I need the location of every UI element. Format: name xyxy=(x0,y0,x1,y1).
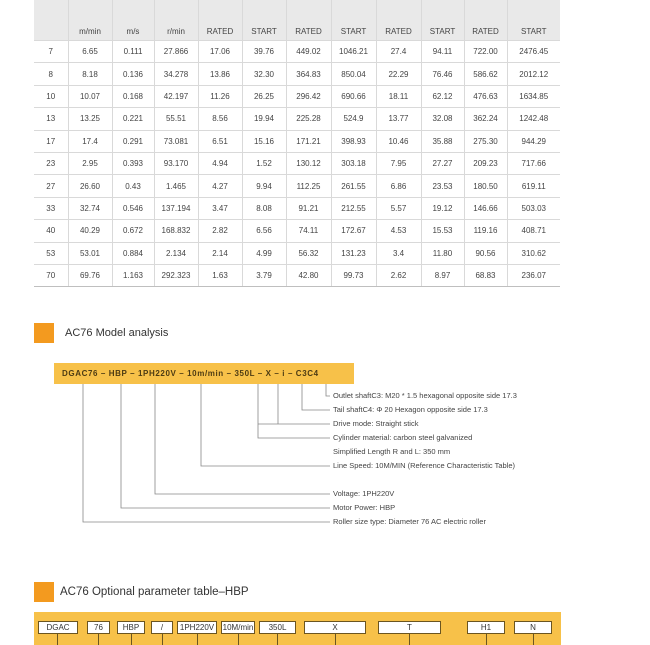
table-cell: 4.53 xyxy=(376,220,421,242)
table-cell: 35.88 xyxy=(421,130,464,152)
table-cell: 40 xyxy=(34,220,68,242)
table-row xyxy=(34,220,560,242)
table-cell: 56.32 xyxy=(286,242,331,264)
table-cell: 1.465 xyxy=(154,175,198,197)
header-cell: START xyxy=(507,0,560,41)
table-cell: 0.393 xyxy=(112,152,154,174)
table-row xyxy=(34,152,560,174)
table-cell: 73.081 xyxy=(154,130,198,152)
orange-square-icon xyxy=(34,582,54,602)
table-cell: 303.18 xyxy=(331,152,376,174)
header-cell: RATED xyxy=(286,0,331,41)
desc-outlet-shaft: Outlet shaftC3: M20 * 1.5 hexagonal opposite side 17.3 xyxy=(333,391,517,400)
table-cell: 180.50 xyxy=(464,175,507,197)
table-row xyxy=(34,63,560,85)
table-cell: 62.12 xyxy=(421,85,464,107)
table-cell: 10.07 xyxy=(68,85,112,107)
table-cell: 53.01 xyxy=(68,242,112,264)
table-cell: 17.4 xyxy=(68,130,112,152)
table-cell: 586.62 xyxy=(464,63,507,85)
table-cell: 8.18 xyxy=(68,63,112,85)
param-box-prefix: DGAC xyxy=(38,621,78,634)
table-cell: 503.03 xyxy=(507,197,560,219)
table-cell: 717.66 xyxy=(507,152,560,174)
table-cell: 3.47 xyxy=(198,197,242,219)
table-cell: 2.82 xyxy=(198,220,242,242)
optional-params-heading xyxy=(34,582,249,602)
table-cell: 26.60 xyxy=(68,175,112,197)
table-cell: 261.55 xyxy=(331,175,376,197)
table-cell: 18.11 xyxy=(376,85,421,107)
table-cell: 1.52 xyxy=(242,152,286,174)
model-analysis-title: AC76 Model analysis xyxy=(65,327,169,339)
table-cell: 0.168 xyxy=(112,85,154,107)
table-cell: 23.53 xyxy=(421,175,464,197)
table-cell: 296.42 xyxy=(286,85,331,107)
table-cell: 19.12 xyxy=(421,197,464,219)
table-cell: 398.93 xyxy=(331,130,376,152)
table-cell: 310.62 xyxy=(507,242,560,264)
param-box-n: N xyxy=(514,621,552,634)
table-cell: 130.12 xyxy=(286,152,331,174)
table-cell: 146.66 xyxy=(464,197,507,219)
table-cell: 119.16 xyxy=(464,220,507,242)
table-cell: 362.24 xyxy=(464,108,507,130)
table-cell: 27.27 xyxy=(421,152,464,174)
desc-drive-mode: Drive mode: Straight stick xyxy=(333,419,419,428)
table-cell: 17 xyxy=(34,130,68,152)
table-cell: 0.221 xyxy=(112,108,154,130)
spec-table xyxy=(34,0,560,287)
table-cell: 33 xyxy=(34,197,68,219)
table-cell: 2.62 xyxy=(376,264,421,286)
table-cell: 131.23 xyxy=(331,242,376,264)
table-cell: 1.163 xyxy=(112,264,154,286)
leader-line-motor-power xyxy=(121,384,330,508)
table-cell: 8.08 xyxy=(242,197,286,219)
desc-voltage: Voltage: 1PH220V xyxy=(333,489,395,498)
table-cell: 32.74 xyxy=(68,197,112,219)
table-cell: 8.56 xyxy=(198,108,242,130)
leader-line-length xyxy=(258,384,330,438)
param-box-material: T xyxy=(378,621,441,634)
table-cell: 2.95 xyxy=(68,152,112,174)
table-cell: 619.11 xyxy=(507,175,560,197)
table-cell: 7.95 xyxy=(376,152,421,174)
table-cell: 22.29 xyxy=(376,63,421,85)
optional-params-title: AC76 Optional parameter table–HBP xyxy=(60,586,249,598)
table-cell: 4.94 xyxy=(198,152,242,174)
table-row xyxy=(34,41,560,63)
table-cell: 68.83 xyxy=(464,264,507,286)
desc-motor-power: Motor Power: HBP xyxy=(333,503,396,512)
header-cell: RATED xyxy=(376,0,421,41)
table-cell: 6.56 xyxy=(242,220,286,242)
table-cell: 7 xyxy=(34,41,68,63)
table-row xyxy=(34,242,560,264)
table-cell: 0.43 xyxy=(112,175,154,197)
table-cell: 2012.12 xyxy=(507,63,560,85)
table-row xyxy=(34,175,560,197)
table-cell: 209.23 xyxy=(464,152,507,174)
table-cell: 55.51 xyxy=(154,108,198,130)
model-code-bar: DGAC76 – HBP – 1PH220V – 10m/min – 350L – X – i – C3C4 xyxy=(54,363,354,384)
table-cell: 1242.48 xyxy=(507,108,560,130)
header-cell: START xyxy=(242,0,286,41)
table-cell: 69.76 xyxy=(68,264,112,286)
table-cell: 0.884 xyxy=(112,242,154,264)
table-cell: 225.28 xyxy=(286,108,331,130)
table-cell: 13.25 xyxy=(68,108,112,130)
table-cell: 2.134 xyxy=(154,242,198,264)
table-cell: 13.86 xyxy=(198,63,242,85)
desc-roller-size: Roller size type: Diameter 76 AC electric roller xyxy=(333,517,486,526)
table-row xyxy=(34,85,560,107)
table-cell: 236.07 xyxy=(507,264,560,286)
table-cell: 42.80 xyxy=(286,264,331,286)
table-cell: 292.323 xyxy=(154,264,198,286)
table-cell: 850.04 xyxy=(331,63,376,85)
table-cell: 3.79 xyxy=(242,264,286,286)
table-cell: 6.65 xyxy=(68,41,112,63)
table-cell: 74.11 xyxy=(286,220,331,242)
model-analysis-heading xyxy=(34,323,168,343)
table-cell: 94.11 xyxy=(421,41,464,63)
param-box-diameter: 76 xyxy=(87,621,110,634)
table-cell: 11.80 xyxy=(421,242,464,264)
table-cell: 42.197 xyxy=(154,85,198,107)
header-cell: START xyxy=(421,0,464,41)
leader-line-roller-size xyxy=(83,384,330,522)
table-cell: 212.55 xyxy=(331,197,376,219)
param-box-voltage: 1PH220V xyxy=(177,621,217,634)
table-cell: 6.86 xyxy=(376,175,421,197)
table-cell: 171.21 xyxy=(286,130,331,152)
table-row xyxy=(34,108,560,130)
table-cell: 172.67 xyxy=(331,220,376,242)
table-cell: 17.06 xyxy=(198,41,242,63)
table-cell: 8.97 xyxy=(421,264,464,286)
table-cell: 10 xyxy=(34,85,68,107)
table-cell: 10.46 xyxy=(376,130,421,152)
table-cell: 2476.45 xyxy=(507,41,560,63)
header-cell: RATED xyxy=(198,0,242,41)
table-cell: 11.26 xyxy=(198,85,242,107)
param-box-length: 350L xyxy=(259,621,296,634)
header-cell xyxy=(34,0,68,41)
desc-length: Simplified Length R and L: 350 mm xyxy=(333,447,451,456)
table-cell: 15.53 xyxy=(421,220,464,242)
table-cell: 90.56 xyxy=(464,242,507,264)
leader-line-speed xyxy=(201,384,330,466)
table-cell: 39.76 xyxy=(242,41,286,63)
table-row xyxy=(34,130,560,152)
table-cell: 32.08 xyxy=(421,108,464,130)
table-cell: 476.63 xyxy=(464,85,507,107)
table-cell: 40.29 xyxy=(68,220,112,242)
table-cell: 112.25 xyxy=(286,175,331,197)
table-header-row xyxy=(34,0,560,41)
table-cell: 93.170 xyxy=(154,152,198,174)
table-cell: 0.672 xyxy=(112,220,154,242)
table-cell: 53 xyxy=(34,242,68,264)
param-box-speed: 10M/min xyxy=(222,623,254,632)
table-cell: 70 xyxy=(34,264,68,286)
desc-line-speed: Line Speed: 10M/MIN (Reference Characteristic Table) xyxy=(333,461,516,470)
table-cell: 1046.21 xyxy=(331,41,376,63)
optional-params-strip xyxy=(34,612,561,645)
table-cell: 99.73 xyxy=(331,264,376,286)
orange-square-icon xyxy=(34,323,54,343)
table-cell: 4.99 xyxy=(242,242,286,264)
table-cell: 275.30 xyxy=(464,130,507,152)
table-cell: 0.111 xyxy=(112,41,154,63)
table-cell: 13.77 xyxy=(376,108,421,130)
param-box-h1: H1 xyxy=(467,621,505,634)
table-cell: 76.46 xyxy=(421,63,464,85)
table-cell: 0.136 xyxy=(112,63,154,85)
table-cell: 8 xyxy=(34,63,68,85)
table-cell: 9.94 xyxy=(242,175,286,197)
header-cell: m/s xyxy=(112,0,154,41)
table-row xyxy=(34,264,560,286)
table-cell: 15.16 xyxy=(242,130,286,152)
table-cell: 0.291 xyxy=(112,130,154,152)
table-cell: 1634.85 xyxy=(507,85,560,107)
table-cell: 6.51 xyxy=(198,130,242,152)
header-cell: m/min xyxy=(68,0,112,41)
table-cell: 27.4 xyxy=(376,41,421,63)
table-cell: 13 xyxy=(34,108,68,130)
leader-line-tail-shaft xyxy=(302,384,330,410)
header-cell: RATED xyxy=(464,0,507,41)
param-box-separator: / xyxy=(151,621,173,634)
table-cell: 4.27 xyxy=(198,175,242,197)
desc-cylinder-material: Cylinder material: carbon steel galvanized xyxy=(333,433,473,442)
table-cell: 2.14 xyxy=(198,242,242,264)
table-cell: 34.278 xyxy=(154,63,198,85)
leader-line-voltage xyxy=(155,384,330,494)
header-cell: r/min xyxy=(154,0,198,41)
table-row xyxy=(34,197,560,219)
table-cell: 364.83 xyxy=(286,63,331,85)
table-cell: 32.30 xyxy=(242,63,286,85)
table-cell: 168.832 xyxy=(154,220,198,242)
table-cell: 3.4 xyxy=(376,242,421,264)
table-cell: 1.63 xyxy=(198,264,242,286)
table-cell: 449.02 xyxy=(286,41,331,63)
table-cell: 690.66 xyxy=(331,85,376,107)
table-cell: 944.29 xyxy=(507,130,560,152)
header-cell: START xyxy=(331,0,376,41)
table-cell: 137.194 xyxy=(154,197,198,219)
leader-line-outlet-shaft xyxy=(326,384,330,396)
table-cell: 26.25 xyxy=(242,85,286,107)
table-cell: 408.71 xyxy=(507,220,560,242)
table-cell: 19.94 xyxy=(242,108,286,130)
table-cell: 0.546 xyxy=(112,197,154,219)
table-cell: 23 xyxy=(34,152,68,174)
table-cell: 27 xyxy=(34,175,68,197)
param-box-power: HBP xyxy=(117,621,145,634)
table-cell: 5.57 xyxy=(376,197,421,219)
table-cell: 91.21 xyxy=(286,197,331,219)
param-box-drive: X xyxy=(304,621,366,634)
table-cell: 27.866 xyxy=(154,41,198,63)
table-cell: 722.00 xyxy=(464,41,507,63)
table-cell: 524.9 xyxy=(331,108,376,130)
desc-tail-shaft: Tail shaftC4: Φ 20 Hexagon opposite side 17.3 xyxy=(333,405,488,414)
